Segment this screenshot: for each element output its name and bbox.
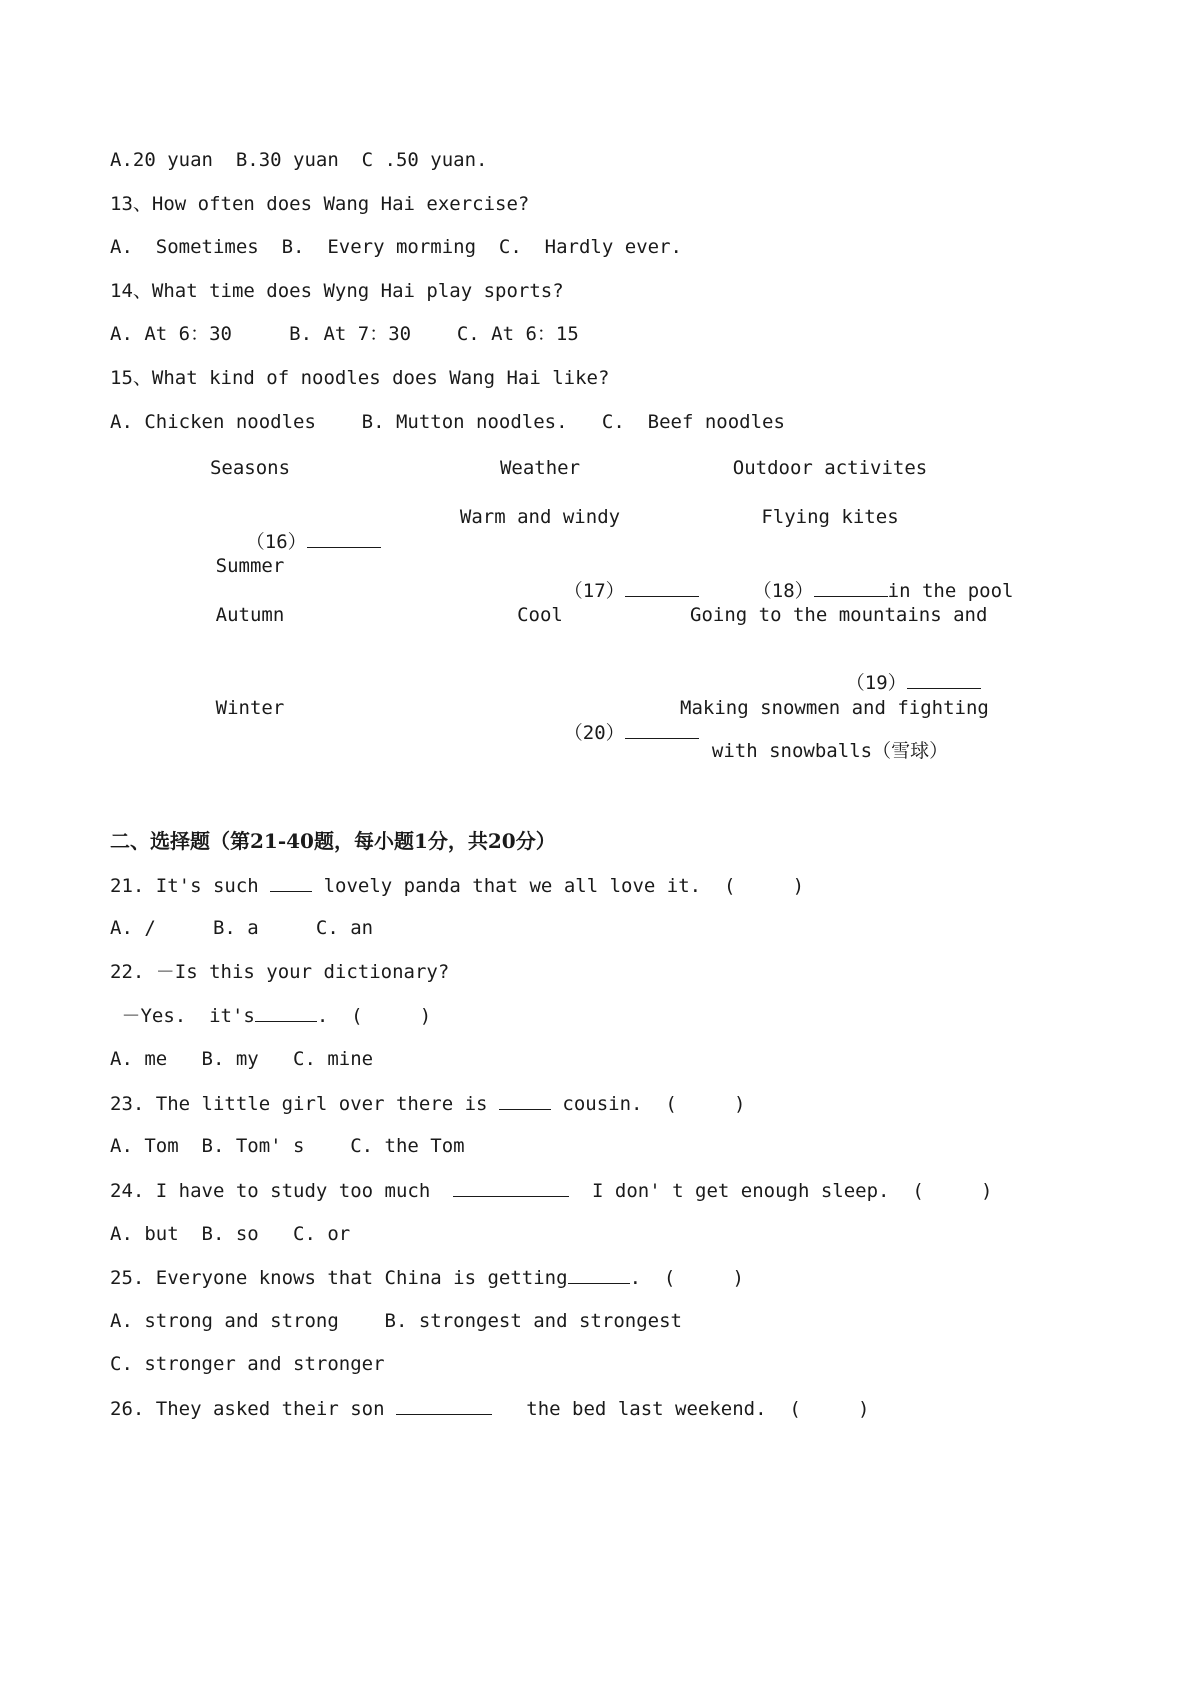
answer-blank[interactable] xyxy=(453,1178,569,1197)
blank-label-20: （20） xyxy=(563,722,625,744)
question-text: the bed last weekend. ( ) xyxy=(491,1398,870,1420)
question-21 xyxy=(110,873,804,898)
question-text: －Yes. it's xyxy=(110,1005,255,1027)
table-cell-winter: Winter xyxy=(215,697,285,719)
answer-blank-20[interactable] xyxy=(625,720,699,739)
blank-label-18: （18） xyxy=(752,580,814,602)
question-text: 24. I have to study too much xyxy=(110,1180,454,1202)
section-title: 二、选择题（第21-40题，每小题1分，共20分） xyxy=(110,829,556,853)
answer-blank[interactable] xyxy=(568,1265,630,1284)
blank-label-17: （17） xyxy=(563,580,625,602)
question-text: . ( ) xyxy=(629,1267,744,1289)
question-text: 23. The little girl over there is xyxy=(110,1093,499,1115)
question-text: I don' t get enough sleep. ( ) xyxy=(569,1180,993,1202)
question-14-options: A. At 6：30 B. At 7：30 C. At 6：15 xyxy=(110,323,579,345)
table-cell-autumn: Autumn xyxy=(215,604,285,626)
question-21-options: A. / B. a C. an xyxy=(110,917,374,939)
question-15: 15、What kind of noodles does Wang Hai like? xyxy=(110,367,610,389)
question-13-options: A. Sometimes B. Every morming C. Hardly ever. xyxy=(110,236,682,258)
table-cell-activity-spring: Flying kites xyxy=(761,506,899,528)
table-cell-weather-autumn: Cool xyxy=(517,604,563,626)
question-23 xyxy=(110,1091,745,1116)
table-cell-activity-winter: Making snowmen and fighting xyxy=(680,697,989,719)
question-25 xyxy=(110,1265,744,1290)
question-24-options: A. but B. so C. or xyxy=(110,1223,351,1245)
answer-blank-17[interactable] xyxy=(625,578,699,597)
question-13: 13、How often does Wang Hai exercise? xyxy=(110,193,530,215)
table-cell-summer: Summer xyxy=(215,555,285,577)
question-22-reply xyxy=(110,1003,431,1028)
question-text: 25. Everyone knows that China is getting xyxy=(110,1267,568,1289)
table-cell-activity-autumn: Going to the mountains and xyxy=(690,604,988,626)
question-22: 22. －Is this your dictionary? xyxy=(110,961,450,983)
blank-label-16: （16） xyxy=(245,531,307,553)
question-text: 26. They asked their son xyxy=(110,1398,396,1420)
table-cell-20 xyxy=(518,696,668,769)
answer-blank-19[interactable] xyxy=(907,670,981,689)
answer-blank-18[interactable] xyxy=(814,578,888,597)
question-25-options-c: C. stronger and stronger xyxy=(110,1353,385,1375)
table-header-weather: Weather xyxy=(499,457,581,479)
answer-blank[interactable] xyxy=(255,1003,317,1022)
answer-blank[interactable] xyxy=(270,873,312,892)
question-text: 21. It's such xyxy=(110,875,271,897)
table-header-seasons: Seasons xyxy=(209,457,291,479)
question-24 xyxy=(110,1178,992,1203)
question-22-options: A. me B. my C. mine xyxy=(110,1048,374,1070)
question-26 xyxy=(110,1396,869,1421)
activity-suffix: in the pool xyxy=(887,580,1014,602)
table-cell-activity-winter-2: with snowballs（雪球） xyxy=(711,740,949,762)
blank-label-19: （19） xyxy=(845,672,907,694)
table-header-activities: Outdoor activites xyxy=(732,457,928,479)
table-cell-weather-spring: Warm and windy xyxy=(459,506,621,528)
answer-blank[interactable] xyxy=(396,1396,492,1415)
question-text: . ( ) xyxy=(316,1005,432,1027)
question-text: lovely panda that we all love it. ( ) xyxy=(312,875,805,897)
question-25-options-a: A. strong and strong B. strongest and strongest xyxy=(110,1310,682,1332)
answer-blank-16[interactable] xyxy=(307,529,381,548)
answer-blank[interactable] xyxy=(499,1091,551,1110)
question-14: 14、What time does Wyng Hai play sports? xyxy=(110,280,564,302)
question-23-options: A. Tom B. Tom' s C. the Tom xyxy=(110,1135,465,1157)
question-15-options: A. Chicken noodles B. Mutton noodles. C. Beef noodles xyxy=(110,411,785,433)
answer-options-line: A.20 yuan B.30 yuan C .50 yuan. xyxy=(110,149,488,171)
question-text: cousin. ( ) xyxy=(550,1093,746,1115)
